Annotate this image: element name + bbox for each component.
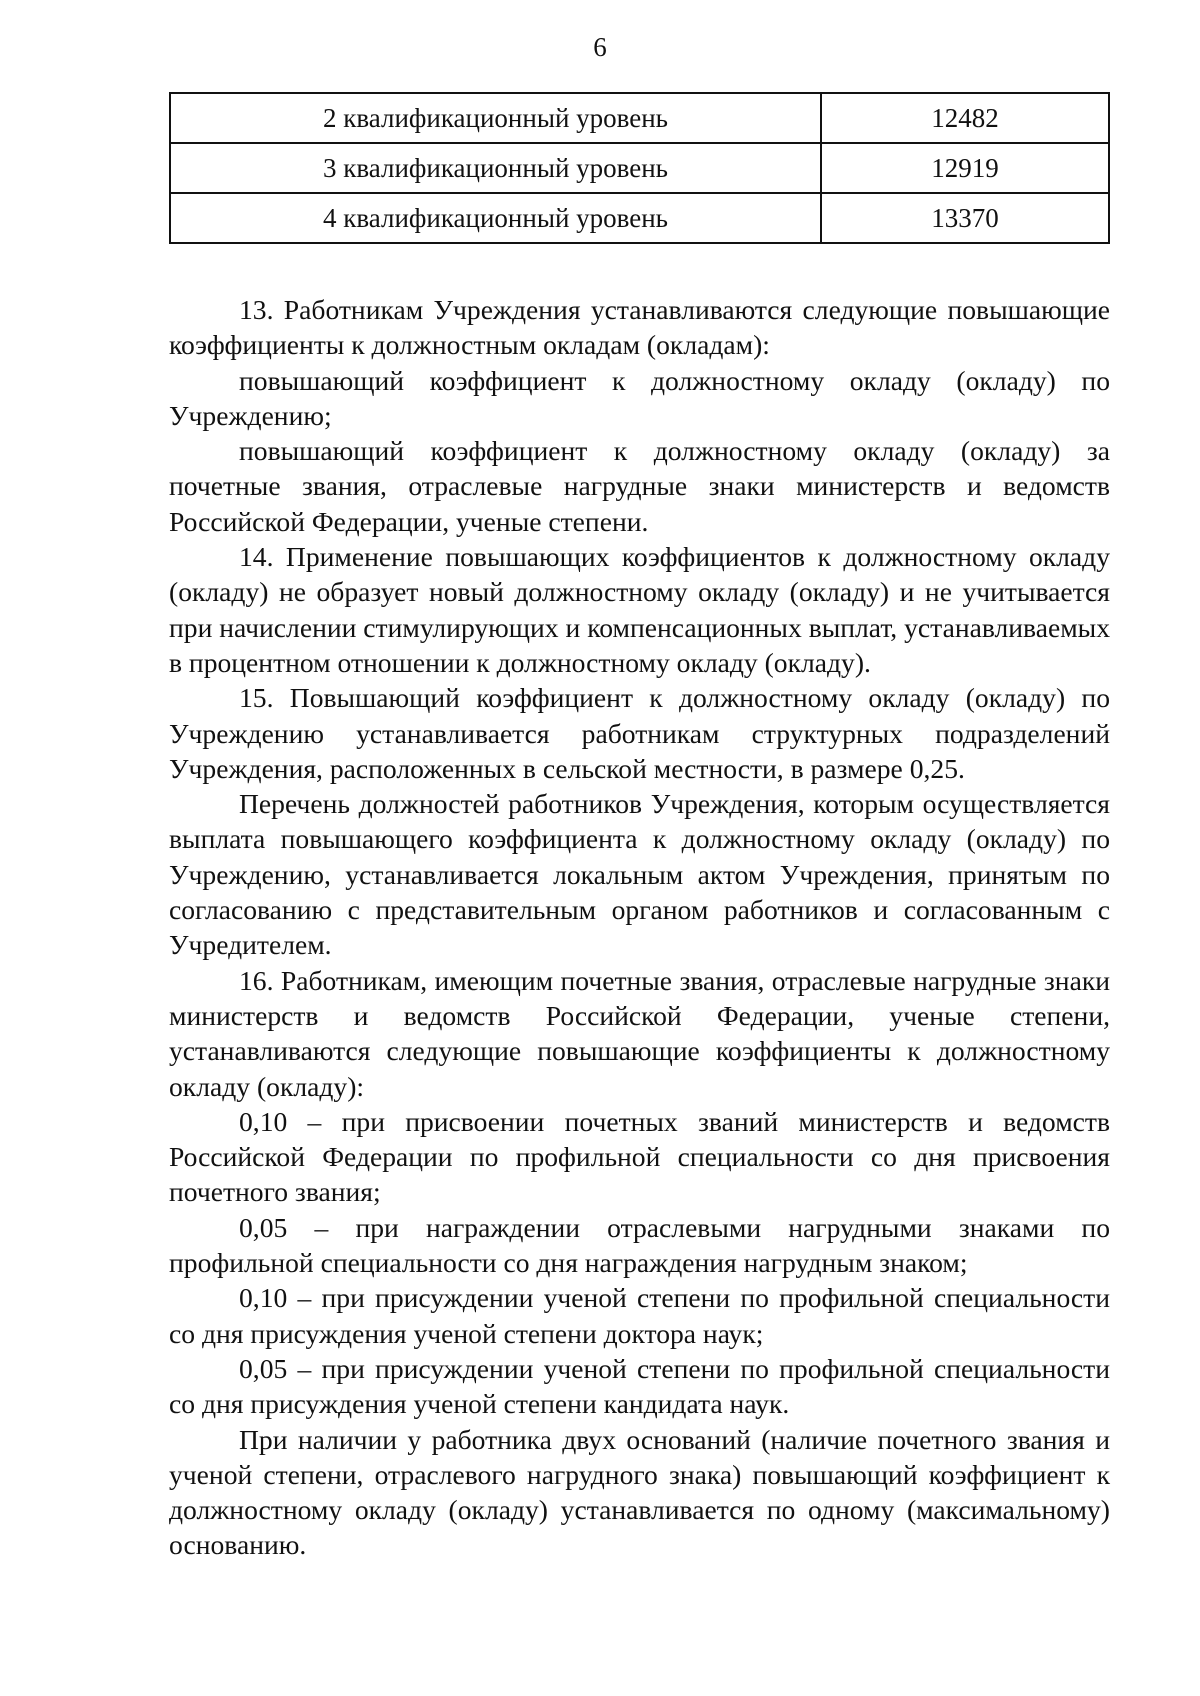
paragraph-15: 15. Повышающий коэффициент к должностному окладу (окладу) по Учреждению устанавливается работникам структурных подразделений Учреждения, расположенных в сельской местности, в размере 0,25. — [169, 682, 1110, 784]
level-cell: 4 квалификационный уровень — [170, 193, 821, 243]
paragraph-16-item-2: 0,05 – при награждении отраслевыми нагрудными знаками по профильной специальности со дня награждения нагрудным знаком; — [169, 1211, 1110, 1279]
paragraph-16-note: При наличии у работника двух оснований (наличие почетного звания и ученой степени, отраслевого нагрудного знака) повышающий коэффициент к должностному окладу (окладу) устанавливается по одному (максимальному) основанию. — [169, 1423, 1110, 1561]
paragraph-16: 16. Работникам, имеющим почетные звания, отраслевые нагрудные знаки министерств и ведомств Российской Федерации, ученые степени, устанавливаются следующие повышающие коэффициенты к должностному окладу (окладу): — [169, 964, 1110, 1102]
paragraph-16-item-1: 0,10 – при присвоении почетных званий министерств и ведомств Российской Федерации по профильной специальности со дня присвоения почетного звания; — [169, 1105, 1110, 1208]
paragraph-13-item-1: повышающий коэффициент к должностному окладу (окладу) по Учреждению; — [169, 364, 1110, 431]
paragraph-15-list: Перечень должностей работников Учреждения, которым осуществляется выплата повышающего коэффициента к должностному окладу (окладу) по Учреждению, устанавливается локальным актом Учреждения, принятым по согласованию с представительным органом работников и согласованным с Учредителем. — [169, 788, 1110, 961]
table-row — [170, 143, 1109, 193]
paragraph-13-item-2: повышающий коэффициент к должностному окладу (окладу) за почетные звания, отраслевые нагрудные знаки министерств и ведомств Российской Федерации, ученые степени. — [169, 435, 1110, 537]
value-cell: 12482 — [821, 93, 1109, 143]
paragraph-16-item-4: 0,05 – при присуждении ученой степени по профильной специальности со дня присуждения ученой степени кандидата наук. — [169, 1352, 1110, 1420]
paragraph-16-item-3: 0,10 – при присуждении ученой степени по профильной специальности со дня присуждения ученой степени доктора наук; — [169, 1282, 1110, 1349]
level-cell: 2 квалификационный уровень — [170, 93, 821, 143]
level-cell: 3 квалификационный уровень — [170, 143, 821, 193]
table-row — [170, 93, 1109, 143]
value-cell: 12919 — [821, 143, 1109, 193]
qualification-levels-table — [169, 92, 1110, 244]
value-cell: 13370 — [821, 193, 1109, 243]
paragraph-13: 13. Работникам Учреждения устанавливаются следующие повышающие коэффициенты к должностным окладам (окладам): — [169, 294, 1110, 361]
table-row — [170, 193, 1109, 243]
page-number: 6 — [593, 32, 607, 62]
document-body — [169, 292, 1110, 1563]
paragraph-14: 14. Применение повышающих коэффициентов к должностному окладу (окладу) не образует новый должностному окладу (окладу) и не учитывается при начислении стимулирующих и компенсационных выплат, устанавливаемых в процентном отношении к должностному окладу (окладу). — [169, 541, 1110, 678]
